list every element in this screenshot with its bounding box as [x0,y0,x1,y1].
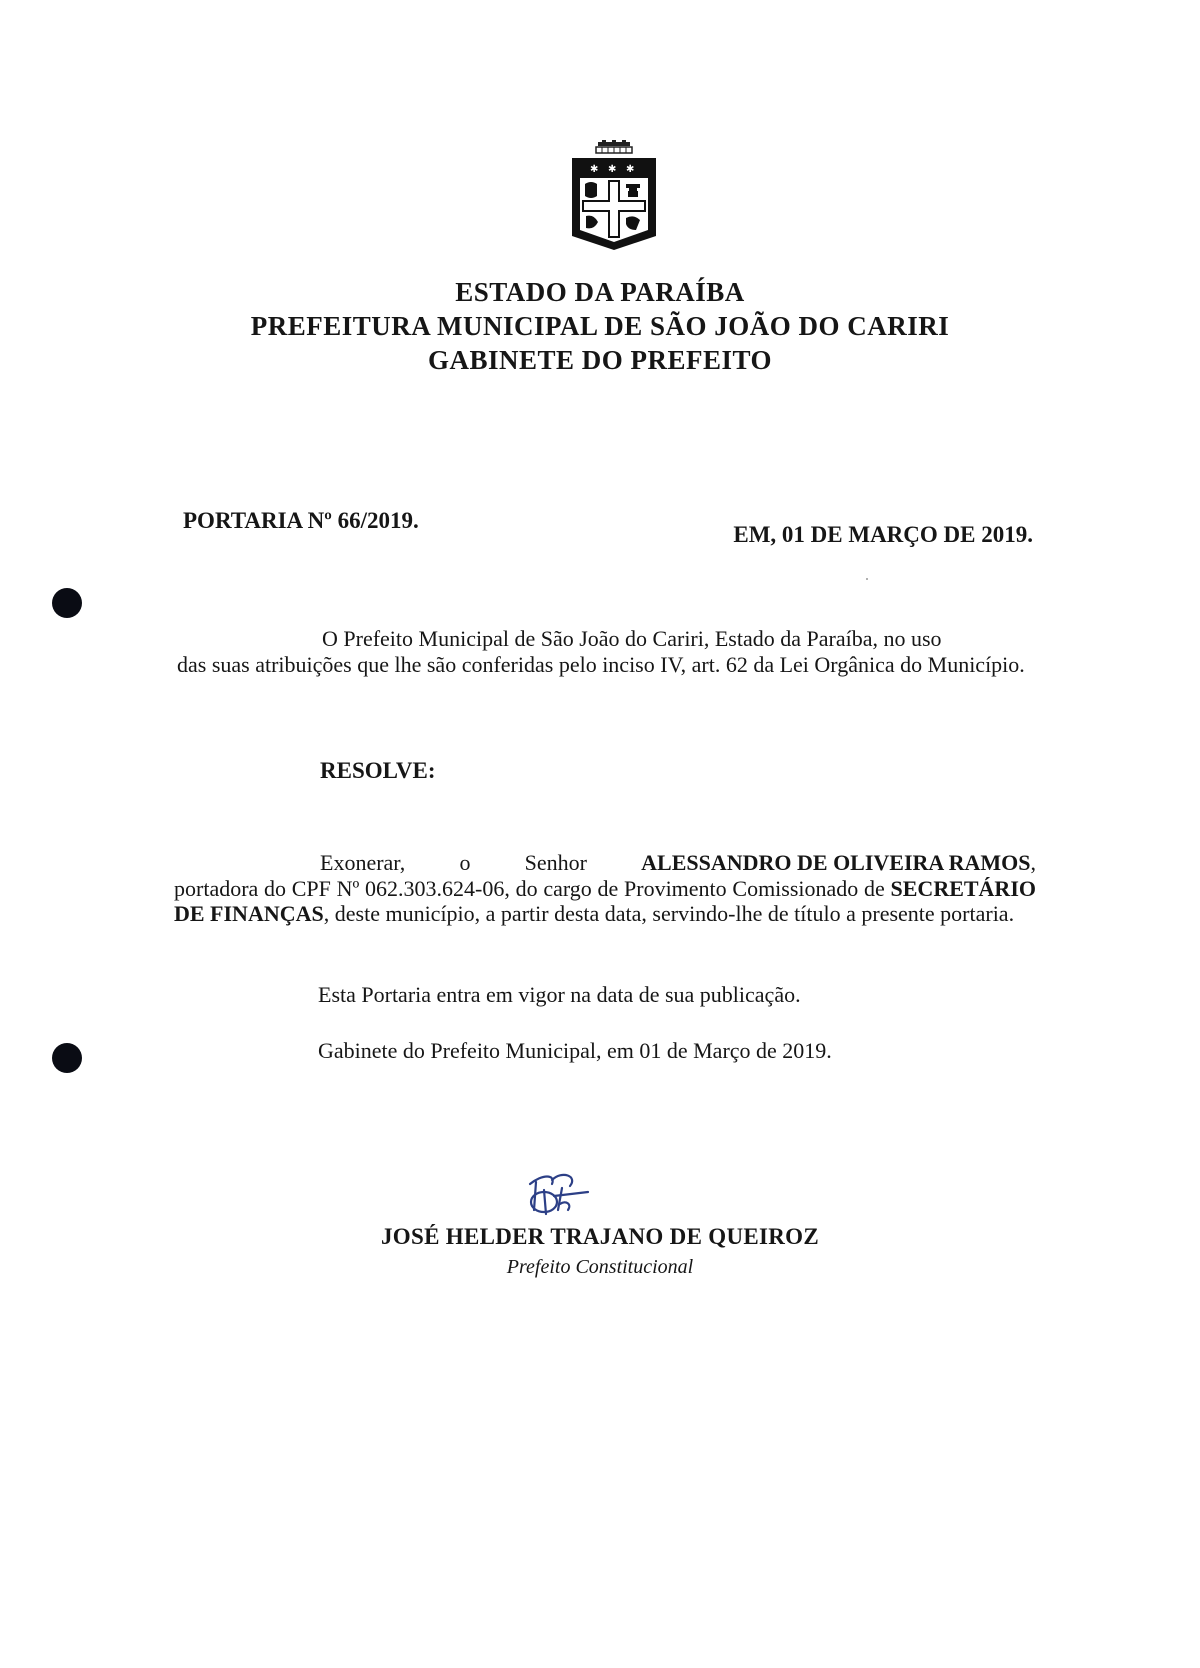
svg-text:✱: ✱ [590,164,599,175]
effective-date-clause: Esta Portaria entra em vigor na data de sua publicação. [318,982,801,1007]
punch-hole-top [52,588,82,618]
scan-speck [866,578,868,580]
article-word: o [459,850,471,875]
portaria-number: PORTARIA Nº 66/2019. [183,508,419,533]
place-and-date: Gabinete do Prefeito Municipal, em 01 de Março de 2019. [318,1038,832,1063]
svg-text:✱: ✱ [608,164,617,175]
signer-role: Prefeito Constitucional [506,1256,694,1278]
article-verb: Exonerar, [320,850,406,875]
article-text-b: , deste município, a partir desta data, servindo-lhe de título a presente portaria. [323,901,1015,926]
article-title: Senhor [524,850,587,875]
letterhead-state: ESTADO DA PARAÍBA [455,277,745,307]
article-text-a: portadora do CPF Nº 062.303.624-06, do cargo de Provimento Comissionado de [174,876,885,901]
preamble-paragraph: das suas atribuições que lhe são conferidas pelo inciso IV, art. 62 da Lei Orgânica do Município. [177,652,1025,677]
exonerated-position: SECRETÁRIO DE FINANÇAS [174,876,1036,926]
letterhead-municipality: PREFEITURA MUNICIPAL DE SÃO JOÃO DO CARIRI [250,311,950,341]
exonerated-person-name: ALESSANDRO DE OLIVEIRA RAMOS [641,850,1031,875]
portaria-date: EM, 01 DE MARÇO DE 2019. [733,522,1033,547]
article-paragraph [174,876,1036,926]
municipal-coat-of-arms-icon [568,140,660,252]
handwritten-signature-icon [522,1170,592,1218]
svg-text:✱: ✱ [626,164,635,175]
preamble-first-line: O Prefeito Municipal de São João do Cariri, Estado da Paraíba, no uso [322,626,942,651]
resolve-heading: RESOLVE: [320,758,436,783]
article-comma: , [1030,850,1036,875]
letterhead-office: GABINETE DO PREFEITO [427,345,773,375]
signer-name: JOSÉ HELDER TRAJANO DE QUEIROZ [381,1224,819,1249]
article-first-line [320,850,1036,875]
punch-hole-bottom [52,1043,82,1073]
